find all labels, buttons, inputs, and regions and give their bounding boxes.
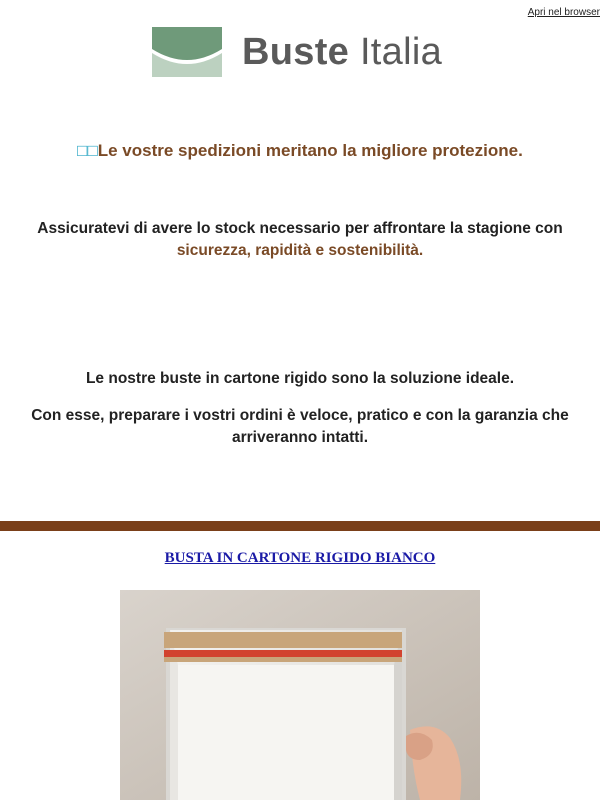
product-link[interactable]: BUSTA IN CARTONE RIGIDO BIANCO (164, 550, 436, 566)
headline-text: Le vostre spedizioni meritano la migliore protezione. (97, 141, 523, 160)
stock-paragraph-highlight: sicurezza, rapidità e sostenibilità (176, 242, 419, 259)
brand-logo[interactable] (152, 27, 442, 77)
solution-paragraph: Le nostre buste in cartone rigido sono la soluzione ideale. (85, 370, 515, 387)
open-in-browser-link[interactable]: Apri nel browser (527, 7, 600, 18)
brand-name-bold: Buste (242, 31, 350, 73)
stock-paragraph-text: Assicuratevi di avere lo stock necessario per affrontare la stagione con (37, 220, 563, 237)
headline (0, 141, 600, 161)
stock-paragraph (30, 218, 570, 262)
stock-paragraph-end: . (418, 242, 424, 259)
white-rigid-envelope-photo[interactable] (120, 590, 480, 800)
brand-name-regular: Italia (359, 31, 443, 73)
envelope-logo-icon (152, 27, 222, 77)
brand-name (242, 27, 442, 77)
benefit-paragraph: Con esse, preparare i vostri ordini è veloce, pratico e con la garanzia che arriveranno intatti. (31, 407, 569, 446)
section-divider (0, 521, 600, 531)
headline-glyphs: □□ (77, 141, 98, 160)
